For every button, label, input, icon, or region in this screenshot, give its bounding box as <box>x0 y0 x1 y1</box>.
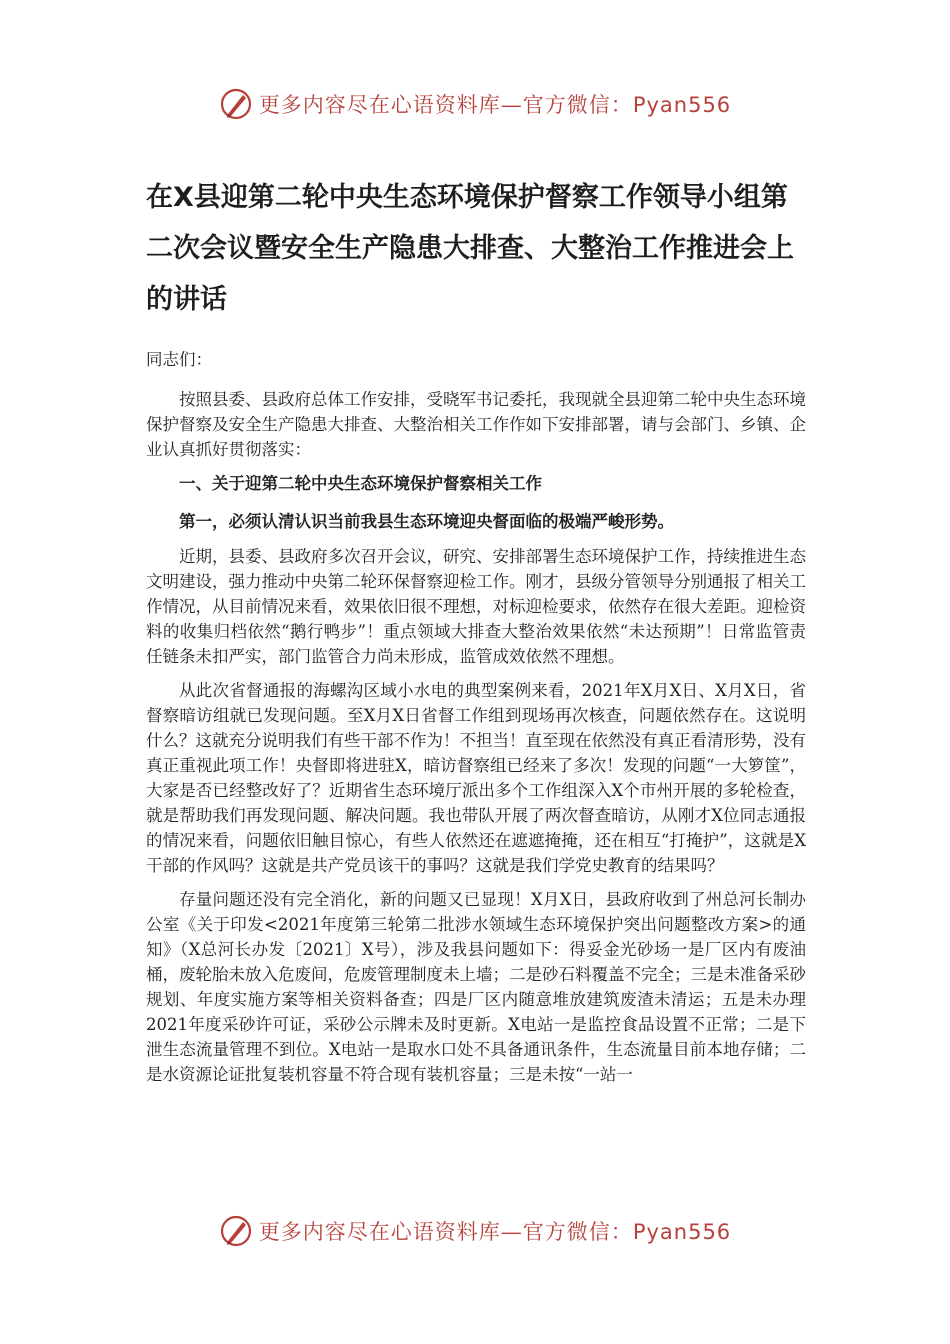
document-title: 在X县迎第二轮中央生态环境保护督察工作领导小组第二次会议暨安全生产隐患大排查、大整治工作推进会上的讲话 <box>146 182 794 315</box>
footer-watermark-banner <box>0 1211 950 1251</box>
footer-promo-text: 更多内容尽在心语资料库—官方微信：Pyan556 <box>258 1220 732 1244</box>
body-paragraph: 近期，县委、县政府多次召开会议，研究、安排部署生态环境保护工作，持续推进生态文明建设，强力推动中央第二轮环保督察迎检工作。刚才，县级分管领导分别通报了相关工作情况，从目前情况来看，效果依旧很不理想，对标迎检要求，依然存在很大差距。迎检资料的收集归档依然“鹅行鸭步”！重点领域大排查大整治效果依然“未达预期”！日常监管责任链条未扣严实，部门监管合力尚未形成，监管成效依然不理想。 <box>146 547 806 666</box>
body-paragraph: 存量问题还没有完全消化，新的问题又已显现！X月X日，县政府收到了州总河长制办公室《关于印发<2021年度第三轮第二批涉水领域生态环境保护突出问题整改方案>的通知》（X总河长办发〔2021〕X号），涉及我县问题如下：得妥金光砂场一是厂区内有废油桶，废轮胎未放入危废间，危废管理制度未上墙；二是砂石料覆盖不完全；三是未准备采砂规划、年度实施方案等相关资料备查；四是厂区内随意堆放建筑废渣未清运；五是未办理2021年度采砂许可证，采砂公示牌未及时更新。X电站一是监控食品设置不正常；二是下泄生态流量管理不到位。X电站一是取水口处不具备通讯条件，生态流量目前本地存储；二是水资源论证批复装机容量不符合现有装机容量；三是未按“一站一 <box>146 890 806 1084</box>
header-watermark-banner <box>0 84 950 124</box>
document-body <box>146 172 806 1096</box>
pen-logo-icon <box>219 87 253 121</box>
intro-paragraph: 按照县委、县政府总体工作安排，受晓军书记委托，我现就全县迎第二轮中央生态环境保护督察及安全生产隐患大排查、大整治相关工作作如下安排部署，请与会部门、乡镇、企业认真抓好贯彻落实： <box>146 390 806 459</box>
salutation: 同志们： <box>146 350 212 369</box>
body-paragraph: 从此次省督通报的海螺沟区域小水电的典型案例来看，2021年X月X日、X月X日，省督察暗访组就已发现问题。至X月X日省督工作组到现场再次核查，问题依然存在。这说明什么？这就充分说明我们有些干部不作为！不担当！直至现在依然没有真正看清形势，没有真正重视此项工作！央督即将进驻X，暗访督察组已经来了多次！发现的问题“一大箩筐”，大家是否已经整改好了？近期省生态环境厅派出多个工作组深入X个市州开展的多轮检查，就是帮助我们再发现问题、解决问题。我也带队开展了两次督查暗访，从刚才X位同志通报的情况来看，问题依旧触目惊心，有些人依然还在遮遮掩掩，还在相互“打掩护”，这就是X干部的作风吗？这就是共产党员该干的事吗？这就是我们学党史教育的结果吗？ <box>146 681 806 875</box>
section-heading: 一、关于迎第二轮中央生态环境保护督察相关工作 <box>179 474 542 493</box>
point-heading: 第一，必须认清认识当前我县生态环境迎央督面临的极端严峻形势。 <box>179 512 674 531</box>
pen-logo-icon <box>219 1214 253 1248</box>
header-promo-text: 更多内容尽在心语资料库—官方微信：Pyan556 <box>258 93 732 117</box>
